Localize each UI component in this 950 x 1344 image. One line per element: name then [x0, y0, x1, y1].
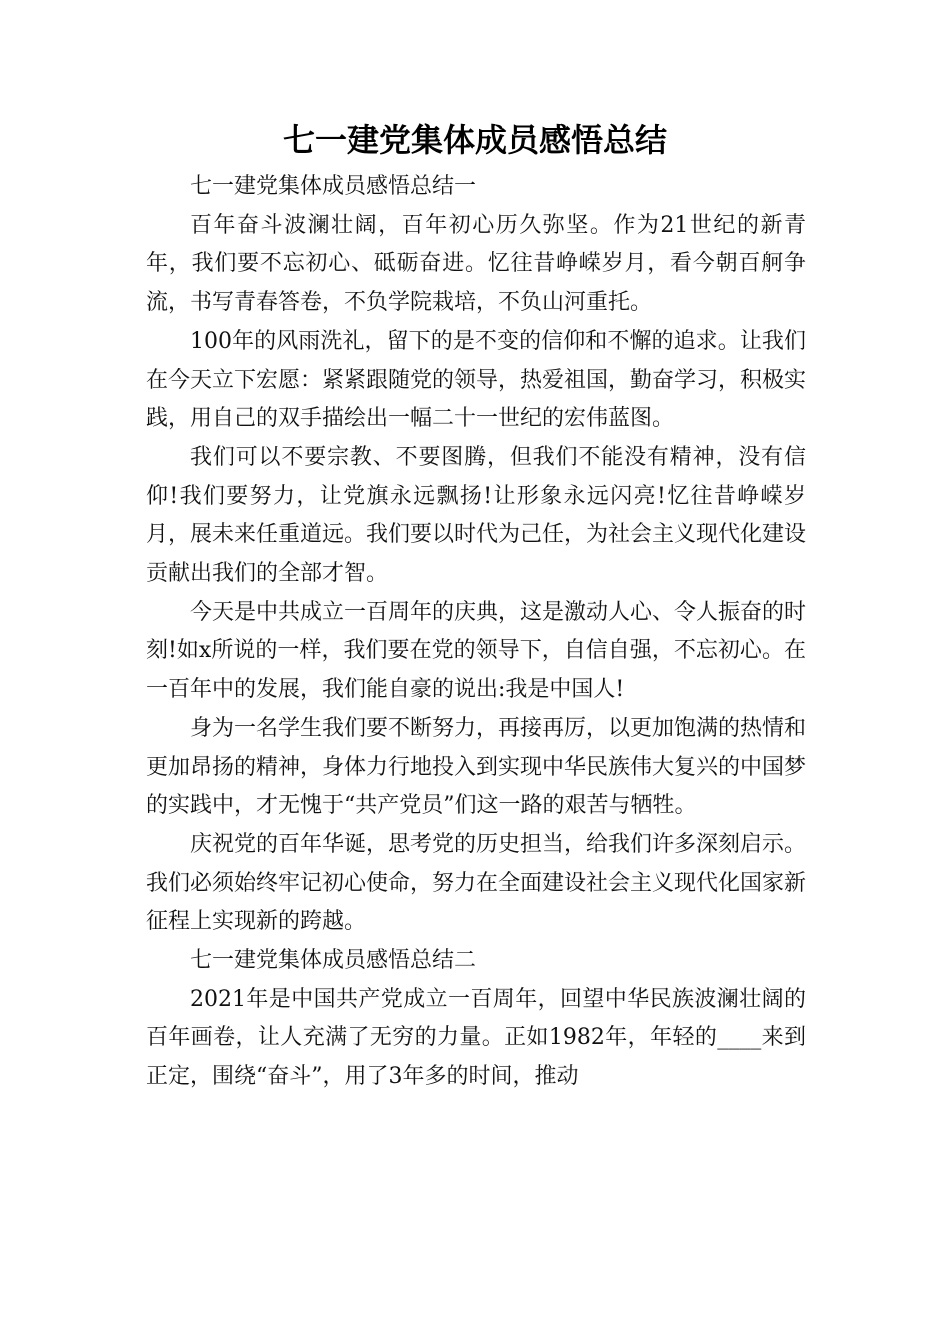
paragraph: 2021年是中国共产党成立一百周年，回望中华民族波澜壮阔的百年画卷，让人充满了无穷的力量。正如1982年，年轻的____来到正定，围绕“奋斗”，用了3年多的时间，推动: [146, 986, 806, 1090]
paragraph: 庆祝党的百年华诞，思考党的历史担当，给我们许多深刻启示。我们必须始终牢记初心使命，努力在全面建设社会主义现代化国家新征程上实现新的跨越。: [146, 831, 807, 935]
paragraph: 今天是中共成立一百周年的庆典，这是激动人心、令人振奋的时刻!如x所说的一样，我们要在党的领导下，自信自强，不忘初心。在一百年中的发展，我们能自豪的说出:我是中国人!: [146, 599, 807, 703]
paragraph: 我们可以不要宗教、不要图腾，但我们不能没有精神，没有信仰!我们要努力，让党旗永远飘扬!让形象永远闪亮!忆往昔峥嵘岁月，展未来任重道远。我们要以时代为己任，为社会主义现代化建设贡献出我们的全部才智。: [146, 444, 807, 587]
section-heading-2: 七一建党集体成员感悟总结二: [190, 948, 477, 974]
paragraph: 100年的风雨洗礼，留下的是不变的信仰和不懈的追求。让我们在今天立下宏愿：紧紧跟随党的领导，热爱祖国，勤奋学习，积极实践，用自己的双手描绘出一幅二十一世纪的宏伟蓝图。: [146, 328, 807, 432]
paragraph: 身为一名学生我们要不断努力，再接再厉，以更加饱满的热情和更加昂扬的精神，身体力行地投入到实现中华民族伟大复兴的中国梦的实践中，才无愧于“共产党员”们这一路的艰苦与牺牲。: [146, 715, 807, 819]
section-heading-1: 七一建党集体成员感悟总结一: [190, 174, 477, 199]
document-body: [146, 168, 806, 1097]
paragraph: 百年奋斗波澜壮阔，百年初心历久弥坚。作为21世纪的新青年，我们要不忘初心、砥砺奋进。忆往昔峥嵘岁月，看今朝百舸争流，书写青春答卷，不负学院栽培，不负山河重托。: [146, 212, 806, 316]
document-title: 七一建党集体成员感悟总结: [282, 121, 667, 159]
